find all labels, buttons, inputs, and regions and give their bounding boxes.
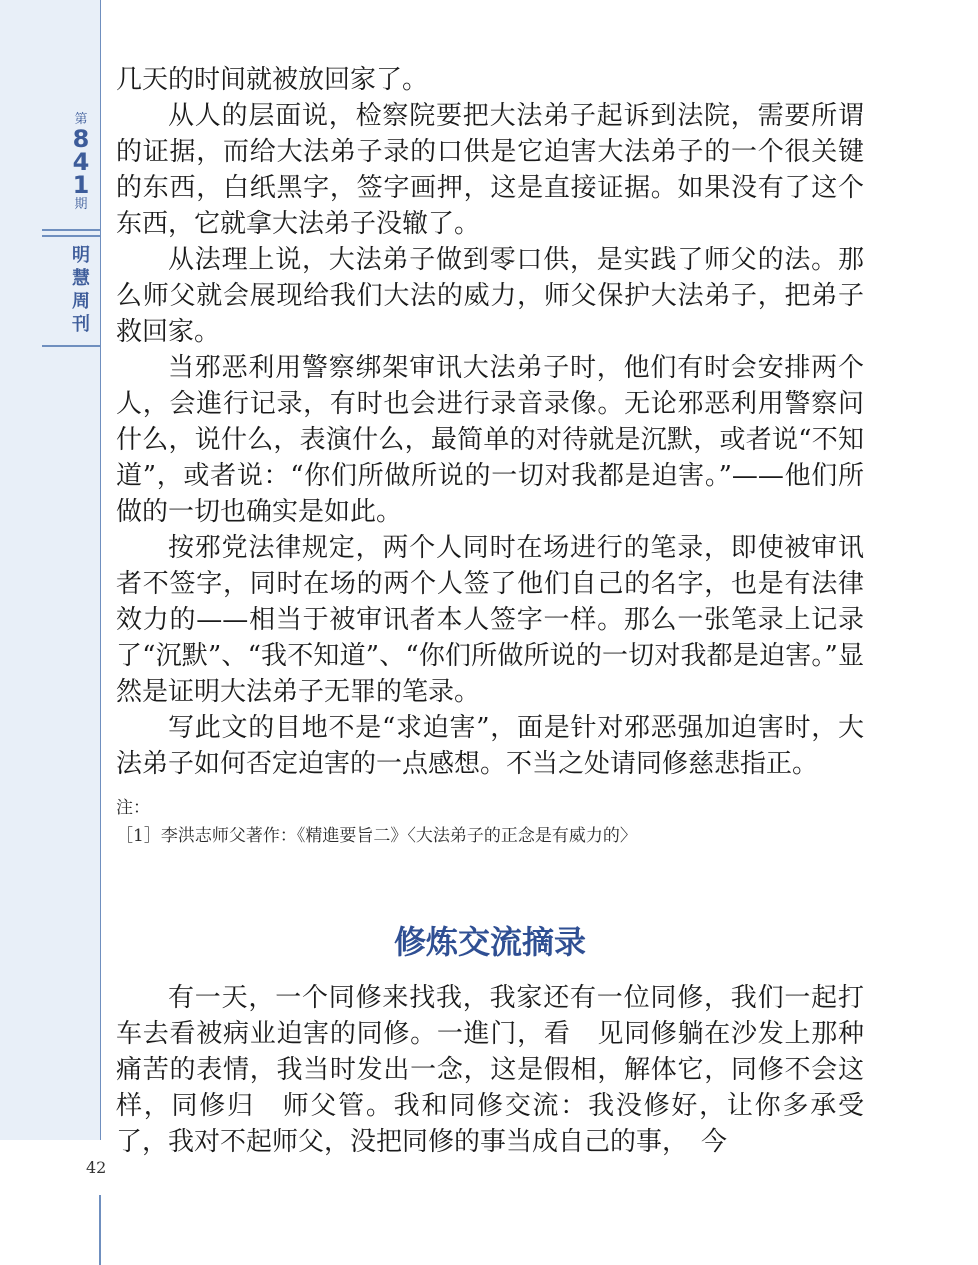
- divider: [42, 235, 100, 237]
- issue-prefix: 第: [74, 112, 88, 127]
- magazine-char: 周: [72, 291, 90, 312]
- issue-digit: 1: [72, 171, 90, 199]
- page-number: 42: [86, 1158, 107, 1177]
- paragraph: 有一天，一个同修来找我，我家还有一位同修，我们一起打车去看被病业迫害的同修。一進门，看 见同修躺在沙发上那种痛苦的表情，我当时发出一念，这是假相，解体它，同修不会这样，同修归 师父管。我和同修交流：我没修好，让你多承受了，我对不起师父，没把同修的事当成自己的事， 今: [116, 983, 864, 1157]
- issue-digit: 8: [72, 125, 90, 153]
- article-body: [116, 62, 864, 1160]
- magazine-char: 刊: [72, 314, 90, 335]
- paragraph: 写此文的目地不是“求迫害”，面是针对邪恶强加迫害时，大法弟子如何否定迫害的一点感想。不当之处请同修慈悲指正。: [116, 713, 864, 779]
- issue-suffix: 期: [74, 197, 88, 212]
- divider: [42, 229, 100, 231]
- paragraph: 从法理上说，大法弟子做到零口供，是实践了师父的法。那么师父就会展现给我们大法的威力，师父保护大法弟子，把弟子救回家。: [116, 245, 864, 347]
- issue-digit: 4: [72, 148, 90, 176]
- magazine-name: [62, 244, 100, 336]
- paragraph: 按邪党法律规定，两个人同时在场进行的笔录，即使被审讯者不签字，同时在场的两个人签了他们自己的名字，也是有法律效力的——相当于被审讯者本人签字一样。那么一张笔录上记录了“沉默”、“我不知道”、“你们所做所说的一切对我都是迫害。”显然是证明大法弟子无罪的笔录。: [116, 533, 864, 707]
- notes-label: 注：: [116, 798, 150, 818]
- divider: [42, 345, 100, 347]
- note-item: ［1］李洪志师父著作：《精進要旨二》〈大法弟子的正念是有威力的〉: [116, 826, 637, 846]
- article-title: 修炼交流摘录: [393, 923, 586, 961]
- paragraph: 当邪恶利用警察绑架审讯大法弟子时，他们有时会安排两个人，会進行记录，有时也会进行录音录像。无论邪恶利用警察问什么，说什么，表演什么，最简单的对待就是沉默，或者说“不知道”，或者说：“你们所做所说的一切对我都是迫害。”——他们所做的一切也确实是如此。: [116, 353, 864, 527]
- notes: [116, 794, 864, 850]
- paragraph: 从人的层面说，检察院要把大法弟子起诉到法院，需要所谓的证据，而给大法弟子录的口供是它迫害大法弟子的一个很关键的东西，白纸黑字，签字画押，这是直接证据。如果没有了这个东西，它就拿大法弟子没辙了。: [116, 101, 864, 239]
- issue-number: [62, 112, 100, 213]
- paragraph: 几天的时间就被放回家了。: [116, 65, 429, 95]
- magazine-char: 慧: [72, 268, 90, 289]
- magazine-char: 明: [72, 245, 90, 266]
- sidebar-line: [99, 1195, 101, 1265]
